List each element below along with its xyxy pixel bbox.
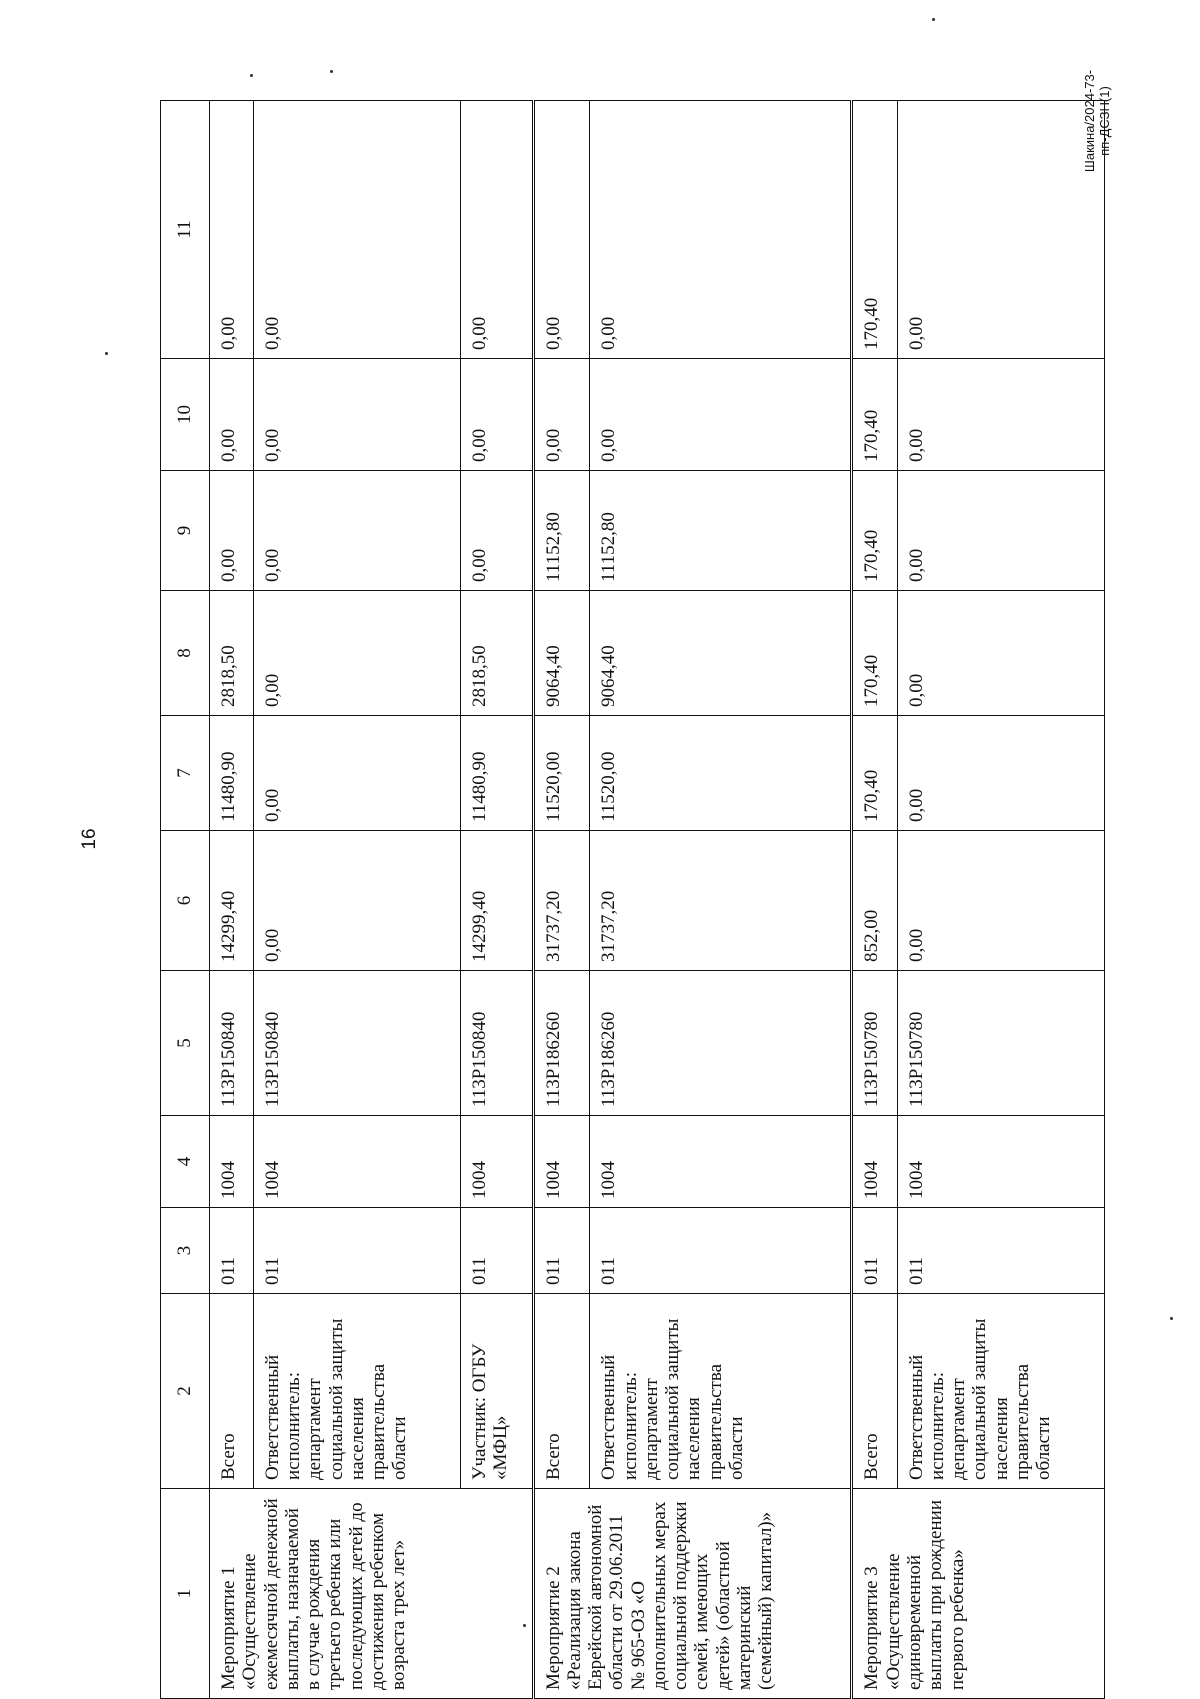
table-row: [897, 101, 1104, 1699]
amount-col-8: 0,00: [253, 591, 460, 716]
section-code: 1004: [253, 1116, 460, 1208]
amount-total: 31737,20: [590, 831, 852, 971]
amount-col-11: 0,00: [533, 101, 590, 359]
grbs-code: 011: [897, 1208, 1104, 1294]
amount-total: 0,00: [897, 831, 1104, 971]
header-cell-4: 4: [161, 1116, 210, 1208]
scan-speck: [250, 74, 253, 77]
header-cell-6: 6: [161, 831, 210, 971]
amount-total: 0,00: [253, 831, 460, 971]
target-article-code: 113P150840: [210, 971, 254, 1116]
amount-col-8: 170,40: [852, 591, 897, 716]
executor-cell: Всего: [852, 1294, 897, 1489]
section-code: 1004: [210, 1116, 254, 1208]
amount-col-8: 9064,40: [590, 591, 852, 716]
header-cell-11: 11: [161, 101, 210, 359]
amount-col-8: 2818,50: [461, 591, 533, 716]
target-article-code: 113P186260: [533, 971, 590, 1116]
target-article-code: 113P150840: [461, 971, 533, 1116]
amount-col-9: 0,00: [253, 471, 460, 591]
grbs-code: 011: [210, 1208, 254, 1294]
amount-total: 852,00: [852, 831, 897, 971]
amount-col-8: 9064,40: [533, 591, 590, 716]
executor-cell: Всего: [210, 1294, 254, 1489]
amount-total: 14299,40: [210, 831, 254, 971]
grbs-code: 011: [590, 1208, 852, 1294]
rotated-table-stage: [160, 101, 1105, 1699]
activity-description: Мероприятие 1 «Осуществление ежемесячной денежной выплаты, назначаемой в случае рождения третьего ребенка или последующих детей до достижения ребенком возраста трех лет»: [210, 1489, 534, 1699]
table-row: [461, 101, 533, 1699]
header-cell-7: 7: [161, 716, 210, 831]
amount-col-7: 11520,00: [533, 716, 590, 831]
amount-col-10: 0,00: [461, 359, 533, 471]
activity-description: Мероприятие 2 «Реализация закона Еврейской автономной области от 29.06.2011 № 965-ОЗ «О дополнительных мерах социальной поддержки семей, имеющих детей» (областной материнский (семейный) капитал)»: [533, 1489, 852, 1699]
section-code: 1004: [461, 1116, 533, 1208]
header-cell-2: 2: [161, 1294, 210, 1489]
scan-speck: [330, 70, 333, 73]
amount-col-9: 170,40: [852, 471, 897, 591]
amount-col-8: 0,00: [897, 591, 1104, 716]
target-article-code: 113P150840: [253, 971, 460, 1116]
amount-col-7: 0,00: [897, 716, 1104, 831]
executor-cell: Всего: [533, 1294, 590, 1489]
amount-col-10: 0,00: [897, 359, 1104, 471]
scan-speck: [932, 18, 935, 21]
amount-col-11: 170,40: [852, 101, 897, 359]
budget-table: [160, 100, 1105, 1699]
grbs-code: 011: [852, 1208, 897, 1294]
document-code: Шакина/2024-73-пп-ДСЗН(1): [1082, 69, 1112, 173]
executor-cell: Ответственный исполнитель: департамент социальной защиты населения правительства области: [590, 1294, 852, 1489]
header-cell-5: 5: [161, 971, 210, 1116]
amount-col-8: 2818,50: [210, 591, 254, 716]
amount-total: 14299,40: [461, 831, 533, 971]
amount-col-9: 11152,80: [533, 471, 590, 591]
section-code: 1004: [533, 1116, 590, 1208]
grbs-code: 011: [461, 1208, 533, 1294]
section-code: 1004: [590, 1116, 852, 1208]
header-cell-8: 8: [161, 591, 210, 716]
header-cell-1: 1: [161, 1489, 210, 1699]
grbs-code: 011: [533, 1208, 590, 1294]
amount-col-7: 11480,90: [461, 716, 533, 831]
table-row: [533, 101, 590, 1699]
amount-col-7: 11520,00: [590, 716, 852, 831]
header-row: [161, 101, 210, 1699]
amount-col-10: 0,00: [533, 359, 590, 471]
executor-cell: Ответственный исполнитель: департамент социальной защиты населения правительства области: [253, 1294, 460, 1489]
amount-total: 31737,20: [533, 831, 590, 971]
target-article-code: 113P150780: [852, 971, 897, 1116]
section-code: 1004: [852, 1116, 897, 1208]
amount-col-10: 170,40: [852, 359, 897, 471]
scan-speck: [105, 352, 108, 355]
header-cell-9: 9: [161, 471, 210, 591]
amount-col-7: 11480,90: [210, 716, 254, 831]
amount-col-11: 0,00: [897, 101, 1104, 359]
activity-description: Мероприятие 3 «Осуществление единовременной выплаты при рождении первого ребенка»: [852, 1489, 1105, 1699]
amount-col-11: 0,00: [210, 101, 254, 359]
target-article-code: 113P150780: [897, 971, 1104, 1116]
target-article-code: 113P186260: [590, 971, 852, 1116]
scan-speck: [1170, 1317, 1173, 1320]
executor-cell: Участник: ОГБУ «МФЦ»: [461, 1294, 533, 1489]
amount-col-9: 0,00: [461, 471, 533, 591]
amount-col-11: 0,00: [253, 101, 460, 359]
amount-col-11: 0,00: [461, 101, 533, 359]
amount-col-7: 0,00: [253, 716, 460, 831]
table-row: [210, 101, 254, 1699]
grbs-code: 011: [253, 1208, 460, 1294]
amount-col-9: 0,00: [210, 471, 254, 591]
table-row: [590, 101, 852, 1699]
section-code: 1004: [897, 1116, 1104, 1208]
table-row: [253, 101, 460, 1699]
header-cell-10: 10: [161, 359, 210, 471]
amount-col-9: 11152,80: [590, 471, 852, 591]
amount-col-10: 0,00: [210, 359, 254, 471]
header-cell-3: 3: [161, 1208, 210, 1294]
amount-col-10: 0,00: [590, 359, 852, 471]
amount-col-11: 0,00: [590, 101, 852, 359]
amount-col-9: 0,00: [897, 471, 1104, 591]
executor-cell: Ответственный исполнитель: департамент социальной защиты населения правительства области: [897, 1294, 1104, 1489]
amount-col-10: 0,00: [253, 359, 460, 471]
page-number: 16: [79, 828, 100, 850]
table-row: [852, 101, 897, 1699]
amount-col-7: 170,40: [852, 716, 897, 831]
